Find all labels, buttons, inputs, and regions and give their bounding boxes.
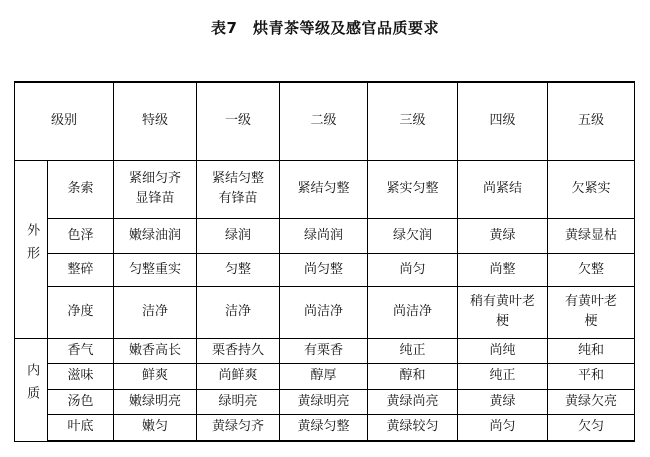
table-cell: 洁净 — [197, 286, 280, 338]
grade-header: 一级 — [197, 82, 280, 160]
grade-header: 特级 — [114, 82, 197, 160]
table-cell: 匀整重实 — [114, 254, 197, 287]
table-cell: 嫩匀 — [114, 414, 197, 441]
table-row — [15, 219, 635, 254]
category-text: 内质 — [24, 363, 40, 410]
grade-header: 二级 — [280, 82, 368, 160]
table-cell: 醇厚 — [280, 364, 368, 389]
table-cell: 绿欠润 — [368, 219, 458, 254]
table-cell: 纯和 — [548, 338, 635, 363]
table-cell: 紧结匀整 有锋苗 — [197, 160, 280, 218]
table-cell: 尚紧结 — [458, 160, 548, 218]
table-cell: 紧细匀齐 显锋苗 — [114, 160, 197, 218]
table-cell: 嫩香高长 — [114, 338, 197, 363]
table-cell: 尚纯 — [458, 338, 548, 363]
table-cell: 栗香持久 — [197, 338, 280, 363]
table-row — [15, 389, 635, 414]
table-cell: 尚匀 — [368, 254, 458, 287]
table-cell: 嫩绿明亮 — [114, 389, 197, 414]
header-row — [15, 82, 635, 160]
table-cell: 尚匀整 — [280, 254, 368, 287]
category-text: 外形 — [24, 222, 40, 269]
table-cell: 尚整 — [458, 254, 548, 287]
table-cell: 有栗香 — [280, 338, 368, 363]
table-cell: 黄绿 — [458, 389, 548, 414]
table-cell: 纯正 — [458, 364, 548, 389]
table-row — [15, 338, 635, 363]
attribute-label: 滋味 — [48, 364, 114, 389]
table-row — [15, 254, 635, 287]
table-cell: 黄绿较匀 — [368, 414, 458, 441]
attribute-label: 汤色 — [48, 389, 114, 414]
table-cell: 尚洁净 — [280, 286, 368, 338]
grade-header: 三级 — [368, 82, 458, 160]
attribute-label: 条索 — [48, 160, 114, 218]
table-cell: 黄绿尚亮 — [368, 389, 458, 414]
table-cell: 匀整 — [197, 254, 280, 287]
table-cell: 黄绿显枯 — [548, 219, 635, 254]
table-cell: 黄绿欠亮 — [548, 389, 635, 414]
category-label — [15, 160, 48, 338]
table-row — [15, 160, 635, 218]
table-cell: 尚洁净 — [368, 286, 458, 338]
table-cell: 黄绿匀齐 — [197, 414, 280, 441]
table-cell: 稍有黄叶老 梗 — [458, 286, 548, 338]
table-row — [15, 414, 635, 441]
table-cell: 醇和 — [368, 364, 458, 389]
table-cell: 黄绿明亮 — [280, 389, 368, 414]
table-cell: 尚匀 — [458, 414, 548, 441]
table-cell: 欠紧实 — [548, 160, 635, 218]
table-row — [15, 286, 635, 338]
corner-header: 级别 — [15, 82, 114, 160]
table-cell: 黄绿匀整 — [280, 414, 368, 441]
table-cell: 尚鲜爽 — [197, 364, 280, 389]
table-cell: 欠整 — [548, 254, 635, 287]
attribute-label: 净度 — [48, 286, 114, 338]
table-cell: 绿润 — [197, 219, 280, 254]
table-cell: 纯正 — [368, 338, 458, 363]
category-label — [15, 338, 48, 441]
attribute-label: 整碎 — [48, 254, 114, 287]
grade-header: 五级 — [548, 82, 635, 160]
attribute-label: 叶底 — [48, 414, 114, 441]
table-cell: 有黄叶老 梗 — [548, 286, 635, 338]
table-cell: 平和 — [548, 364, 635, 389]
table-title: 表7 烘青茶等级及感官品质要求 — [211, 19, 439, 37]
attribute-label: 香气 — [48, 338, 114, 363]
table-cell: 鲜爽 — [114, 364, 197, 389]
table-cell: 绿明亮 — [197, 389, 280, 414]
attribute-label: 色泽 — [48, 219, 114, 254]
table-cell: 紧实匀整 — [368, 160, 458, 218]
grade-header: 四级 — [458, 82, 548, 160]
table-cell: 欠匀 — [548, 414, 635, 441]
table-cell: 黄绿 — [458, 219, 548, 254]
quality-table — [14, 81, 635, 442]
table-cell: 绿尚润 — [280, 219, 368, 254]
table-cell: 洁净 — [114, 286, 197, 338]
table-cell: 紧结匀整 — [280, 160, 368, 218]
table-cell: 嫩绿油润 — [114, 219, 197, 254]
table-row — [15, 364, 635, 389]
